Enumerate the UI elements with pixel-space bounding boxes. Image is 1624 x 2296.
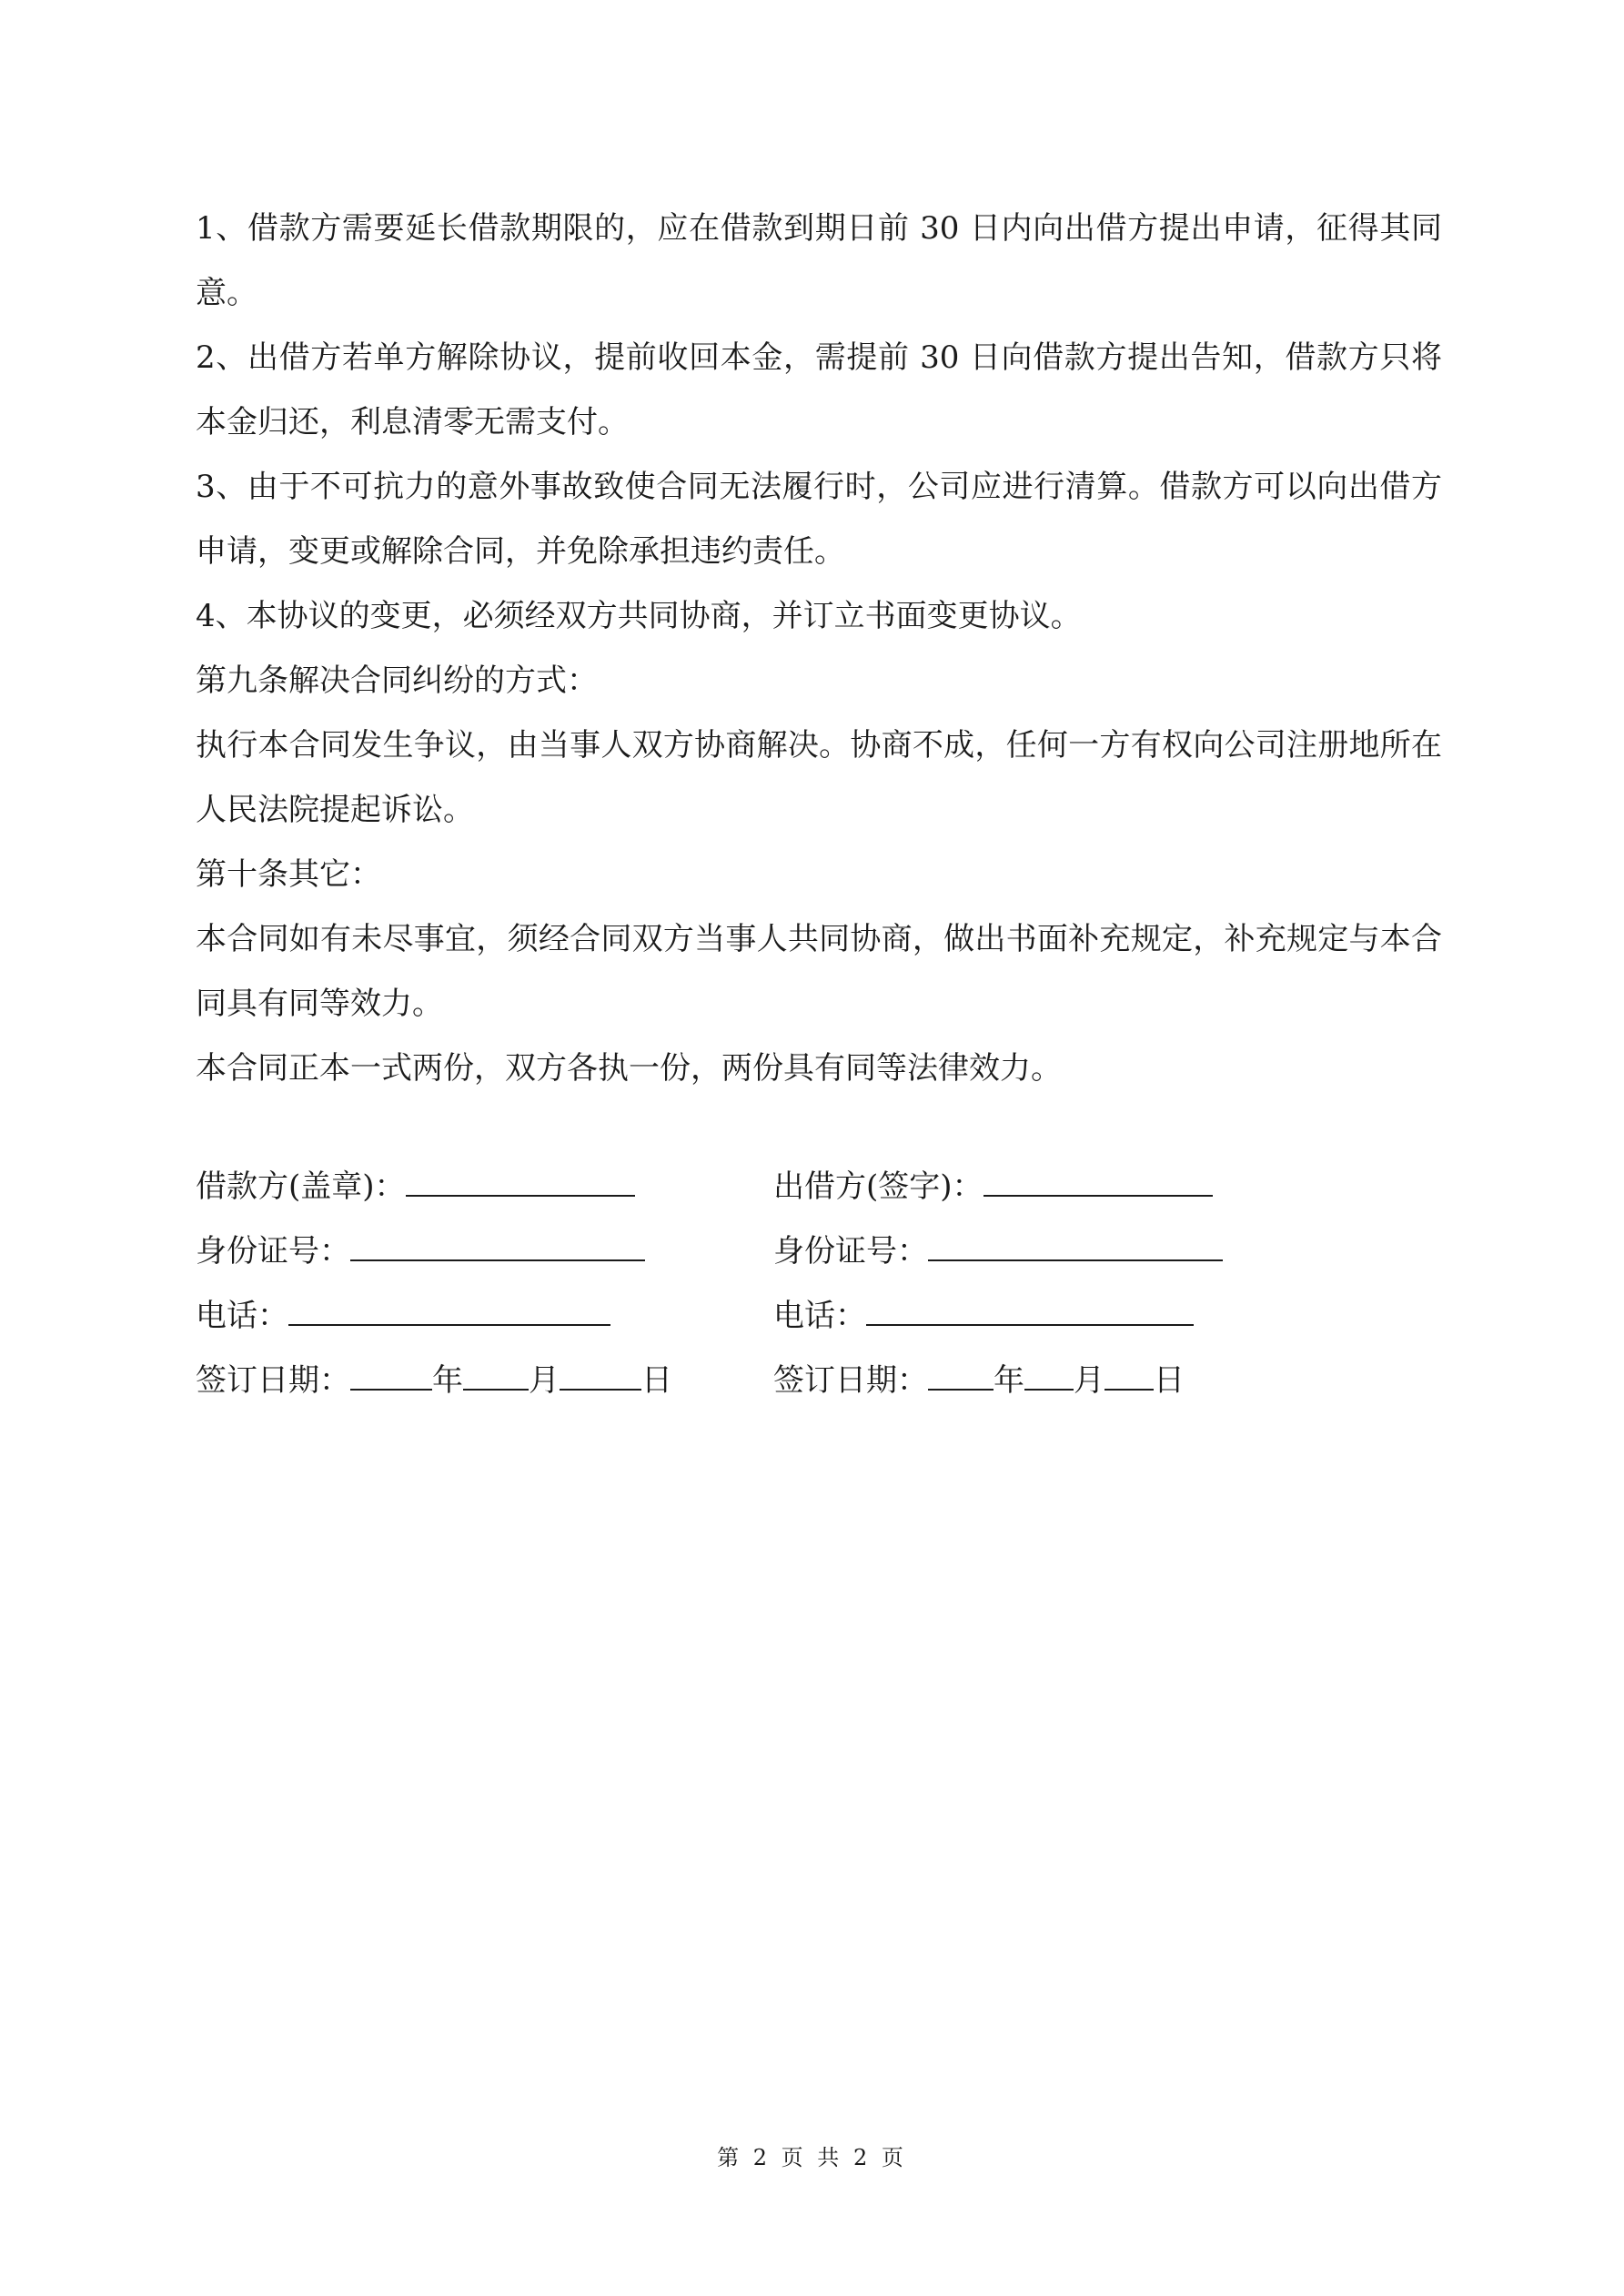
borrower-year-field[interactable] <box>350 1361 432 1391</box>
borrower-id-label: 身份证号： <box>196 1233 350 1269</box>
borrower-day-unit: 日 <box>641 1362 672 1399</box>
borrower-phone-row <box>196 1297 610 1334</box>
article-10-heading: 第十条其它： <box>196 856 381 893</box>
lender-sign-label: 出借方(签字)： <box>773 1168 983 1205</box>
page-footer: 第 2 页 共 2 页 <box>717 2145 907 2170</box>
lender-sign-field[interactable] <box>983 1168 1213 1197</box>
borrower-seal-label: 借款方(盖章)： <box>196 1168 406 1205</box>
lender-date-label: 签订日期： <box>773 1362 928 1399</box>
article-10-text: 本合同如有未尽事宜，须经合同双方当事人共同协商，做出书面补充规定，补充规定与本合同具有同等效力。 <box>196 921 1442 1022</box>
clause-force-majeure: 3、由于不可抗力的意外事故致使合同无法履行时，公司应进行清算。借款方可以向出借方申请，变更或解除合同，并免除承担违约责任。 <box>196 469 1442 570</box>
borrower-id-row <box>196 1232 645 1269</box>
article-9-heading: 第九条解决合同纠纷的方式： <box>196 663 598 699</box>
borrower-month-field[interactable] <box>463 1361 529 1391</box>
borrower-year-unit: 年 <box>432 1362 463 1399</box>
lender-id-row <box>773 1232 1223 1269</box>
lender-sign-row <box>773 1168 1213 1205</box>
lender-year-field[interactable] <box>928 1361 994 1391</box>
borrower-phone-label: 电话： <box>196 1298 288 1334</box>
lender-day-unit: 日 <box>1154 1362 1185 1399</box>
borrower-month-unit: 月 <box>529 1362 560 1399</box>
lender-id-label: 身份证号： <box>773 1233 928 1269</box>
borrower-date-row <box>196 1361 672 1399</box>
lender-year-unit: 年 <box>994 1362 1024 1399</box>
borrower-date-label: 签订日期： <box>196 1362 350 1399</box>
contract-body <box>196 197 1442 1101</box>
article-9-text: 执行本合同发生争议，由当事人双方协商解决。协商不成，任何一方有权向公司注册地所在人民法院提起诉讼。 <box>196 727 1442 828</box>
lender-day-field[interactable] <box>1105 1361 1154 1391</box>
lender-phone-label: 电话： <box>773 1298 866 1334</box>
lender-month-unit: 月 <box>1074 1362 1105 1399</box>
lender-id-field[interactable] <box>928 1232 1223 1261</box>
lender-date-row <box>773 1361 1185 1399</box>
copies-clause: 本合同正本一式两份，双方各执一份，两份具有同等法律效力。 <box>196 1050 1062 1087</box>
clause-termination: 2、出借方若单方解除协议，提前收回本金，需提前 30 日向借款方提出告知，借款方只将本金归还，利息清零无需支付。 <box>196 339 1442 440</box>
borrower-seal-row <box>196 1168 635 1205</box>
borrower-id-field[interactable] <box>350 1232 645 1261</box>
borrower-day-field[interactable] <box>560 1361 641 1391</box>
clause-amendment: 4、本协议的变更，必须经双方共同协商，并订立书面变更协议。 <box>196 598 1082 634</box>
borrower-phone-field[interactable] <box>288 1297 610 1326</box>
lender-month-field[interactable] <box>1024 1361 1074 1391</box>
lender-phone-row <box>773 1297 1194 1334</box>
lender-phone-field[interactable] <box>866 1297 1194 1326</box>
borrower-seal-field[interactable] <box>406 1168 635 1197</box>
clause-extension: 1、借款方需要延长借款期限的，应在借款到期日前 30 日内向出借方提出申请，征得其同意。 <box>196 210 1442 311</box>
